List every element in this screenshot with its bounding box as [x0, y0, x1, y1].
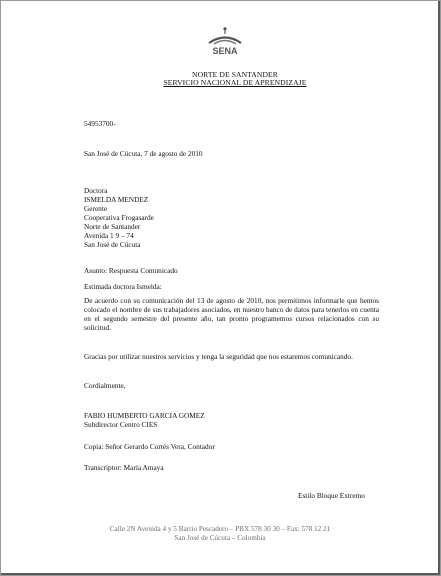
sena-logo [203, 26, 247, 62]
recipient-region: Norte de Santander [84, 222, 141, 231]
body-paragraph-2 [84, 352, 379, 361]
signature-block [84, 411, 205, 429]
body-paragraph-1 [84, 296, 379, 332]
body-text-1: De acuerdo con su comunicación del 13 de agosto de 2010, nos permitimos informarle que hemos colocado el nombre de sus trabajadores asociados, en nuestro banco de datos para tenerlos en cuenta en el segundo semestre del presente año, tan pronto programemos cursos relacionados con su solicitud. [84, 296, 379, 332]
signature-name: FABIO HUMBERTO GARCIA GOMEZ [84, 411, 205, 420]
recipient-name: ISMELDA MENDEZ [84, 195, 149, 204]
style-note: Estilo Bloque Extremo [298, 491, 365, 500]
body-text-2: Gracias por utilizar nuestros servicios y tenga la seguridad que nos estaremos comunicando. [84, 352, 353, 361]
date-line: San José de Cúcuta, 7 de agosto de 2010 [84, 149, 203, 158]
greeting: Estimada doctora Ismelda: [84, 282, 162, 291]
regional-name: NORTE DE SANTANDER [192, 70, 278, 79]
footer-address: Calle 2N Avenida 4 y 5 Barrio Pescadero – PBX 578 30 30 – Fax: 578 12 21 [109, 525, 331, 533]
recipient-salutation: Doctora [84, 186, 108, 195]
transcriber-line: Transcriptor: María Amaya [84, 463, 164, 472]
footer-city: San José de Cúcuta – Colombia [174, 534, 266, 542]
recipient-block [84, 186, 154, 249]
closing: Cordialmente, [84, 381, 126, 390]
recipient-title: Gerente [84, 204, 108, 213]
subject-line: Asunto: Respuesta Comunicado [84, 266, 178, 275]
recipient-company: Cooperativa Frogasarde [84, 213, 154, 222]
copy-line: Copia: Señor Gerardo Cortés Vera, Contador [84, 442, 215, 451]
institution-name: SERVICIO NACIONAL DE APRENDIZAJE [163, 78, 307, 87]
signature-title: Subdirector Centro CIES [84, 420, 158, 429]
reference-number: 54953700- [84, 119, 116, 128]
logo-text: SENA [212, 46, 238, 56]
recipient-address: Avenida 1 9 – 74 [84, 231, 134, 240]
recipient-city: San José de Cúcuta [84, 240, 141, 249]
